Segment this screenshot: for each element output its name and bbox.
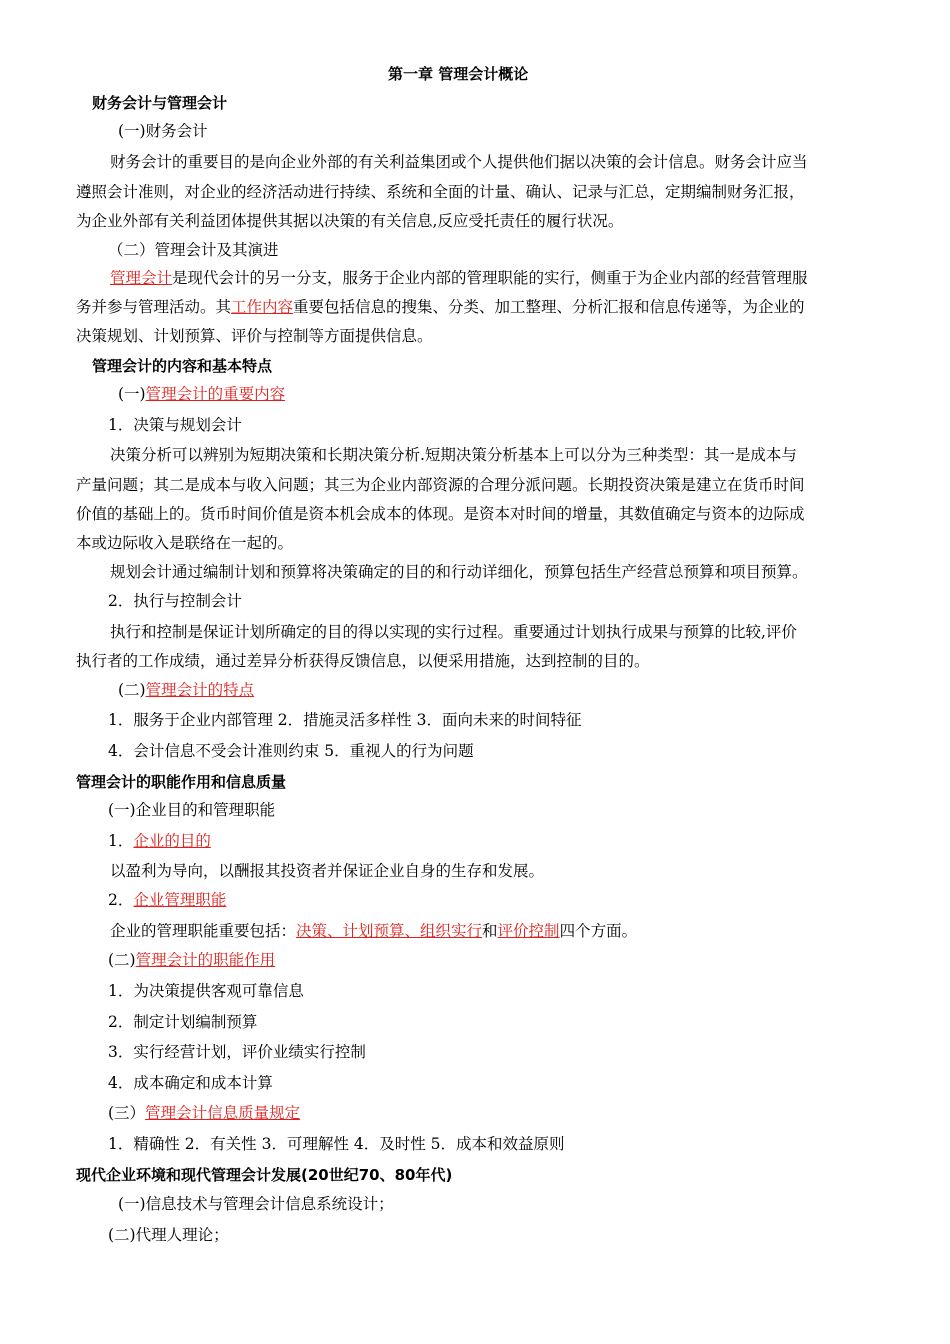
paragraph-line: 决策规划、计划预算、评价与控制等方面提供信息。: [76, 327, 433, 345]
keyword-link: 管理会计信息质量规定: [145, 1104, 301, 1122]
subheading-it-systems: (一)信息技术与管理会计信息系统设计；: [118, 1195, 394, 1213]
text-span: (一): [118, 385, 146, 403]
paragraph-line: 以盈利为导向，以酬报其投资者并保证企业自身的生存和发展。: [110, 862, 545, 880]
list-item: 1．为决策提供客观可靠信息: [108, 982, 304, 1000]
keyword-link: 企业的目的: [133, 832, 211, 850]
list-item: 4．成本确定和成本计算: [108, 1074, 273, 1092]
subheading-agency-theory: (二)代理人理论；: [108, 1226, 229, 1244]
section-heading-modern-environment: 现代企业环境和现代管理会计发展(20世纪70、80年代): [76, 1166, 453, 1184]
paragraph-line: [76, 297, 862, 317]
paragraph-line: [110, 921, 637, 941]
text-span: (二): [108, 951, 136, 969]
list-item: 1．决策与规划会计: [108, 416, 242, 434]
subheading-quality-requirements: [108, 1103, 300, 1123]
paragraph-line: 规划会计通过编制计划和预算将决策确定的目的和行动详细化，预算包括生产经营总预算和项目预算。: [110, 563, 808, 581]
keyword-link: 管理会计: [110, 269, 173, 287]
subheading-management-accounting-evolution: （二）管理会计及其演进: [108, 241, 279, 259]
paragraph-line: 价值的基础上的。货币时间价值是资本机会成本的体现。是资本对时间的增量，其数值确定与资本的边际成: [76, 505, 805, 523]
text-span: 1．: [108, 832, 134, 850]
section-heading-functions-quality: 管理会计的职能作用和信息质量: [76, 773, 287, 791]
subheading-main-content: [118, 384, 285, 404]
subheading-enterprise-goals: (一)企业目的和管理职能: [108, 801, 276, 819]
keyword-link: 企业管理职能: [133, 891, 227, 909]
features-list-line: 1．服务于企业内部管理 2．措施灵活多样性 3．面向未来的时间特征: [108, 711, 582, 729]
subheading-financial-accounting: (一)财务会计: [118, 122, 208, 140]
keyword-link: 管理会计的重要内容: [145, 385, 286, 403]
paragraph-line: [110, 268, 896, 288]
keyword-link: 管理会计的特点: [145, 681, 255, 699]
keyword-link: 工作内容: [231, 298, 294, 316]
text-span: (三）: [108, 1104, 146, 1122]
paragraph-line: 遵照会计准则，对企业的经济活动进行持续、系统和全面的计量、确认、记录与汇总，定期编制财务汇报，: [76, 183, 805, 201]
keyword-link: 管理会计的职能作用: [135, 951, 276, 969]
text-span: 四个方面。: [559, 922, 638, 940]
list-item: [108, 890, 226, 910]
quality-list-line: 1．精确性 2．有关性 3．可理解性 4．及时性 5．成本和效益原则: [108, 1135, 565, 1153]
text-span: 是现代会计的另一分支，服务于企业内部的管理职能的实行，侧重于为企业内部的经营管理服: [172, 269, 808, 287]
text-span: 务并参与管理活动。其: [76, 298, 232, 316]
list-item: 2．执行与控制会计: [108, 592, 242, 610]
text-span: (二): [118, 681, 146, 699]
paragraph-line: 为企业外部有关利益团体提供其据以决策的有关信息,反应受托责任的履行状况。: [76, 212, 624, 230]
keyword-link: 决策、计划预算、组织实行: [296, 922, 483, 940]
features-list-line: 4．会计信息不受会计准则约束 5．重视人的行为问题: [108, 742, 474, 760]
text-span: 企业的管理职能重要包括：: [110, 922, 297, 940]
chapter-title: 第一章 管理会计概论: [388, 65, 529, 83]
text-span: 重要包括信息的搜集、分类、加工整理、分析汇报和信息传递等，为企业的: [293, 298, 805, 316]
text-span: 和: [482, 922, 498, 940]
paragraph-line: 财务会计的重要目的是向企业外部的有关利益集团或个人提供他们据以决策的会计信息。财务会计应当: [110, 153, 808, 171]
paragraph-line: 本或边际收入是联络在一起的。: [76, 534, 294, 552]
paragraph-line: 产量问题；其二是成本与收入问题；其三为企业内部资源的合理分派问题。长期投资决策是建立在货币时间: [76, 476, 805, 494]
paragraph-line: 执行者的工作成绩，通过差异分析获得反馈信息，以便采用措施，达到控制的目的。: [76, 652, 650, 670]
text-span: 2．: [108, 891, 134, 909]
keyword-link: 评价控制: [497, 922, 560, 940]
subheading-functions: [108, 950, 275, 970]
list-item: 3．实行经营计划，评价业绩实行控制: [108, 1043, 366, 1061]
paragraph-line: 决策分析可以辨别为短期决策和长期决策分析.短期决策分析基本上可以分为三种类型：其一是成本与: [110, 446, 797, 464]
subheading-features: [118, 680, 254, 700]
list-item: 2．制定计划编制预算: [108, 1013, 258, 1031]
list-item: [108, 831, 211, 851]
section-heading-financial-vs-management: 财务会计与管理会计: [92, 94, 228, 112]
section-heading-content-features: 管理会计的内容和基本特点: [92, 357, 273, 375]
paragraph-line: 执行和控制是保证计划所确定的目的得以实现的实行过程。重要通过计划执行成果与预算的比较,评价: [110, 623, 797, 641]
